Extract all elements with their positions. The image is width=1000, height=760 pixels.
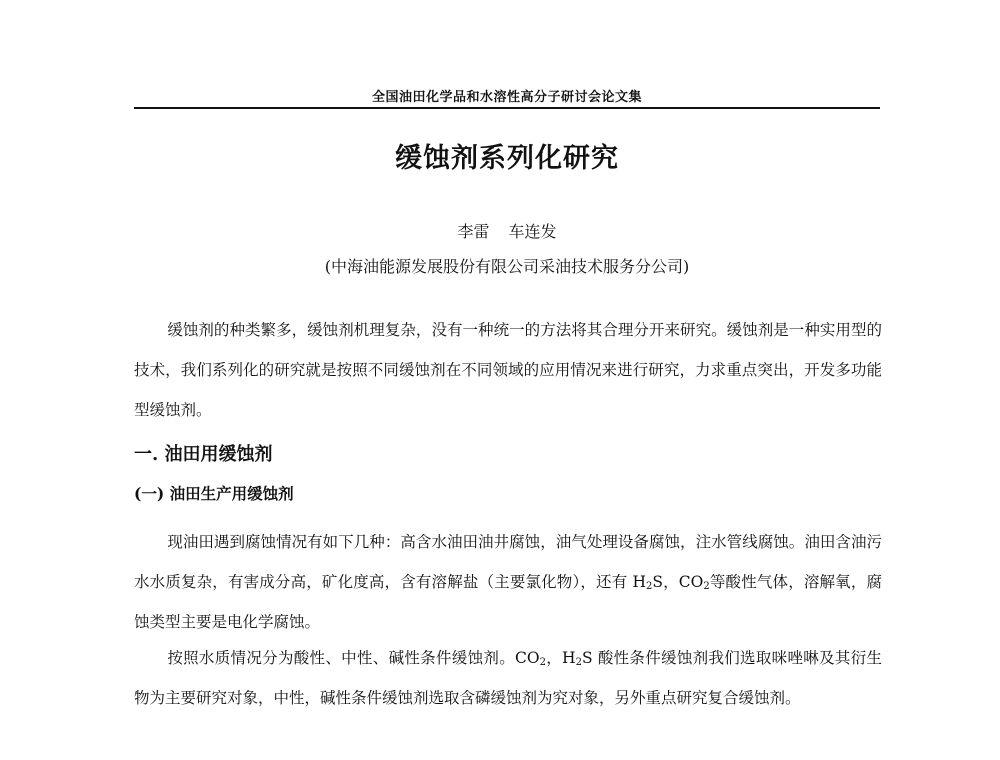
text-run: ，H: [545, 649, 576, 667]
paper-title: 缓蚀剂系列化研究: [395, 143, 619, 174]
subscript: 2: [645, 581, 653, 592]
text-run: 现油田遇到腐蚀情况有如下几种：高含水油田油井腐蚀，油气处理设备腐蚀，注水管线腐蚀。油田含油污水水质复杂，有害成分高，矿化度高，含有溶解盐（主要氯化物），还有 H: [134, 533, 882, 591]
subscript: 2: [703, 581, 710, 592]
text-run: S 酸性条件缓蚀剂我们选取咪唑啉及其衍生物为主要研究对象，中性，碱性条件缓蚀剂选取含磷缓蚀剂为究对象，另外重点研究复合缓蚀剂。: [134, 649, 882, 707]
header-rule: [134, 107, 880, 109]
intro-paragraph: 缓蚀剂的种类繁多，缓蚀剂机理复杂，没有一种统一的方法将其合理分开来研究。缓蚀剂是一种实用型的技术，我们系列化的研究就是按照不同缓蚀剂在不同领域的应用情况来进行研究，力求重点突出，开发多功能型缓蚀剂。: [134, 321, 882, 419]
text-run: S，CO: [652, 573, 704, 591]
paragraph-inhibitor-classes: [134, 638, 882, 718]
running-header: 全国油田化学品和水溶性高分子研讨会论文集: [371, 90, 642, 105]
authors: 李雷 车连发: [457, 222, 557, 241]
paragraph-corrosion-types: [134, 522, 882, 642]
section-heading-1: 一. 油田用缓蚀剂: [134, 444, 273, 465]
subscript: 2: [575, 657, 582, 668]
text-run: 等酸性气体，溶解氧，腐蚀类型主要是电化学腐蚀。: [134, 573, 882, 631]
subscript: 2: [539, 657, 546, 668]
text-run: 按照水质情况分为酸性、中性、碱性条件缓蚀剂。CO: [167, 649, 540, 667]
subsection-heading-1: (一) 油田生产用缓蚀剂: [134, 484, 294, 503]
affiliation: (中海油能源发展股份有限公司采油技术服务分公司): [324, 257, 690, 276]
